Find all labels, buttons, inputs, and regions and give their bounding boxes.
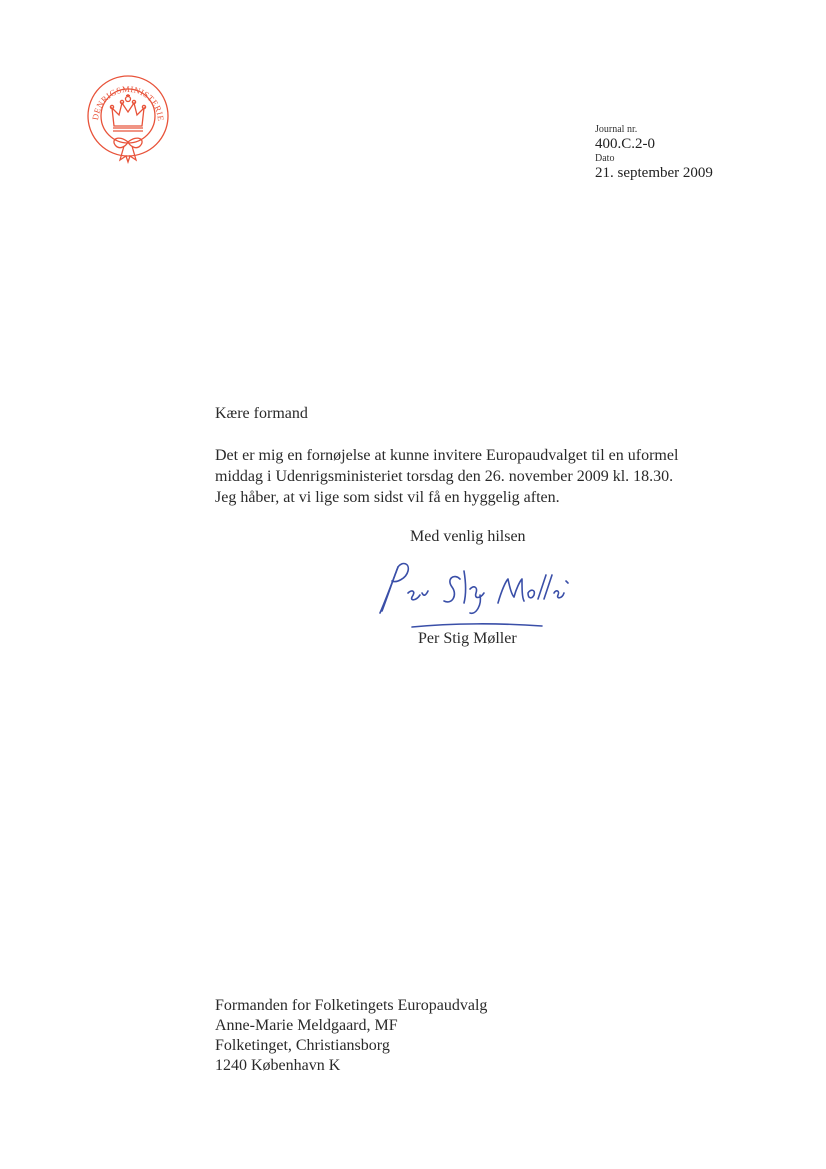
salutation: Kære formand [215, 405, 308, 422]
closing: Med venlig hilsen [410, 528, 526, 545]
ministry-seal-logo [84, 72, 172, 166]
body-line: Det er mig en fornøjelse at kunne invitere Europaudvalget til en uformel [215, 447, 679, 464]
body-line: Jeg håber, at vi lige som sidst vil få en hyggelig aften. [215, 489, 560, 506]
recipient-line: 1240 København K [215, 1057, 341, 1074]
handwritten-signature [372, 553, 582, 633]
letter-body [215, 445, 755, 508]
recipient-address [215, 996, 487, 1076]
recipient-line: Formanden for Folketingets Europaudvalg [215, 997, 488, 1014]
signature-icon [372, 553, 582, 633]
recipient-line: Anne-Marie Meldgaard, MF [215, 1017, 398, 1034]
journal-label: Journal nr. [595, 124, 638, 135]
crown-seal-icon [84, 72, 172, 166]
recipient-line: Folketinget, Christiansborg [215, 1037, 390, 1054]
signer-name: Per Stig Møller [418, 630, 517, 647]
date-value: 21. september 2009 [595, 165, 713, 181]
journal-value: 400.C.2-0 [595, 136, 655, 152]
letter-meta [595, 125, 713, 183]
date-label: Dato [595, 153, 615, 164]
svg-text:UDENRIGSMINISTERIET: DENRIGSMINISTERIE [89, 83, 167, 122]
body-line: middag i Udenrigsministeriet torsdag den 26. november 2009 kl. 18.30. [215, 468, 674, 485]
